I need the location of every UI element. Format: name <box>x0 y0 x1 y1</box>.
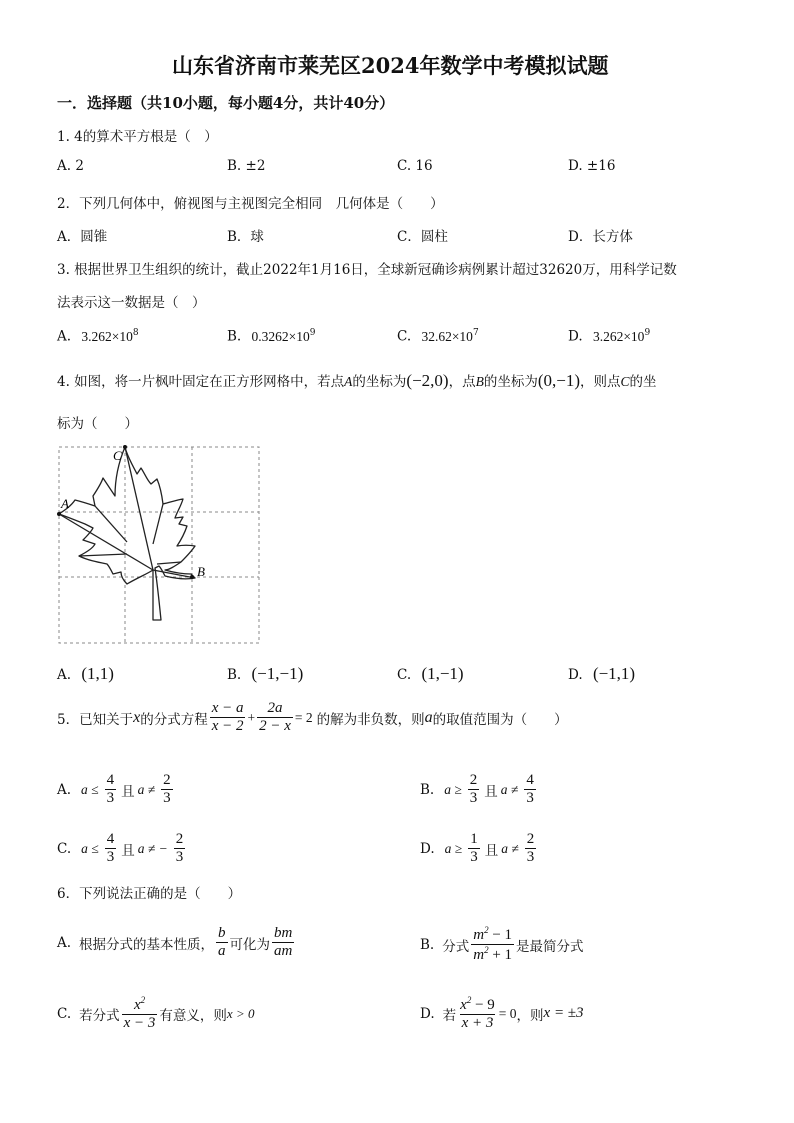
option-label: C. <box>57 840 72 857</box>
text-fragment: 4. 如图，将一片枫叶固定在正方形网格中，若点 <box>57 374 345 390</box>
question-5-option-c[interactable] <box>57 831 187 867</box>
question-3-stem-line-1: 3. 根据世界卫生组织的统计，截止2022年1月16日，全球新冠确诊病例累计超过32620万，用科学记数 <box>57 262 677 278</box>
maple-leaf-outline <box>59 447 195 620</box>
text-fragment: 有意义，则 <box>159 1007 227 1024</box>
text-fragment: 的取值范围为（ ） <box>432 711 568 728</box>
conjunction: 且 <box>121 783 135 800</box>
conjunction: 且 <box>484 842 499 859</box>
text-fragment: 可化为 <box>229 936 271 953</box>
option-label: A. <box>57 781 72 798</box>
fraction-denominator: 3 <box>470 849 478 866</box>
question-2-option-b[interactable]: B．球 <box>227 229 264 245</box>
inequality-left: a ≥ <box>444 840 463 856</box>
option-exponent: 7 <box>472 328 479 338</box>
option-value: (1,1) <box>81 664 114 683</box>
option-value: (−1,−1) <box>251 664 304 683</box>
text-fragment: 分式 <box>442 938 470 955</box>
option-label: C. <box>397 667 412 683</box>
inequality-right: a ≠ − <box>137 840 168 856</box>
option-label: D. <box>420 840 435 857</box>
point-c-marker <box>123 445 127 449</box>
fraction-denominator: x + 3 <box>461 1015 494 1032</box>
fraction-denominator: 2 − x <box>259 718 291 735</box>
option-label: A. <box>57 328 72 345</box>
fraction-numerator: bm <box>274 925 293 941</box>
fraction <box>524 772 536 808</box>
point-b-ref: B <box>475 374 484 389</box>
option-exponent: 9 <box>309 328 316 338</box>
fraction-denominator: 3 <box>526 849 535 866</box>
coordinate-a: (−2,0) <box>406 371 449 390</box>
fraction-numerator <box>471 925 514 944</box>
fraction-numerator <box>458 995 497 1014</box>
fraction-numerator: 4 <box>106 831 115 847</box>
inequality-right: a ≠ <box>501 840 519 856</box>
option-label: C. <box>57 1005 72 1022</box>
question-5-option-d[interactable] <box>420 831 538 867</box>
base: m <box>473 947 485 964</box>
question-6-option-c[interactable] <box>57 995 254 1033</box>
text-fragment: 若分式 <box>79 1007 120 1024</box>
tail: − 9 <box>471 997 495 1013</box>
question-3-option-d[interactable] <box>568 328 650 345</box>
fraction-numerator: 2 <box>526 831 535 847</box>
question-1-option-c[interactable]: C. 16 <box>397 158 433 174</box>
question-5-stem <box>57 700 568 736</box>
inequality-left: a ≥ <box>444 781 462 797</box>
text-fragment: 是最简分式 <box>516 938 584 955</box>
fraction-denominator: 3 <box>175 849 184 866</box>
point-c-ref: C <box>620 374 630 389</box>
equals-value: = 0 <box>498 1005 517 1021</box>
exponent: 2 <box>484 945 489 956</box>
exponent: 2 <box>140 995 146 1005</box>
fraction <box>272 925 294 961</box>
variable-a: a <box>424 708 433 726</box>
text-fragment: 的坐 <box>629 374 657 390</box>
conjunction: 且 <box>484 783 498 800</box>
text-fragment: ，则 <box>516 1007 544 1024</box>
maple-leaf-grid-figure <box>57 444 263 644</box>
section-heading: 一．选择题（共10小题，每小题4分，共计40分） <box>57 94 395 112</box>
question-3-option-a[interactable] <box>57 328 139 345</box>
question-4-stem-line-2: 标为（ ） <box>57 416 138 432</box>
question-5-option-a[interactable] <box>57 772 175 808</box>
fraction <box>468 831 480 867</box>
fraction <box>161 772 173 808</box>
base: m <box>473 927 485 943</box>
fraction <box>105 831 117 867</box>
fraction <box>216 925 228 961</box>
variable-x: x <box>133 708 141 726</box>
condition: x > 0 <box>226 1005 255 1021</box>
label-c: C <box>113 448 122 463</box>
text-fragment: 5．已知关于 <box>57 711 134 728</box>
fraction <box>122 995 158 1033</box>
fraction <box>471 925 514 965</box>
text-fragment: 的坐标为 <box>352 374 407 390</box>
fraction-1 <box>210 700 246 736</box>
option-label: A. <box>57 934 72 951</box>
question-4-stem-line-1 <box>57 370 657 391</box>
option-label: B. <box>420 936 435 953</box>
option-label: A. <box>57 667 72 683</box>
question-3-option-c[interactable] <box>397 328 479 345</box>
question-5-option-b[interactable] <box>420 772 538 808</box>
fraction-numerator: 4 <box>106 772 115 788</box>
inequality-right: a ≠ <box>137 781 156 797</box>
fraction-denominator: 3 <box>163 790 171 807</box>
question-3-stem-line-2: 法表示这一数据是（ ） <box>57 295 206 311</box>
fraction <box>458 995 497 1033</box>
option-label: B. <box>227 328 242 345</box>
inequality-left: a ≤ <box>81 781 99 797</box>
label-b: B <box>197 564 205 579</box>
text-fragment: ，点 <box>448 374 476 390</box>
fraction-numerator: 2 <box>163 772 171 788</box>
question-2-option-d[interactable]: D．长方体 <box>568 229 633 245</box>
fraction-numerator <box>132 995 147 1014</box>
coordinate-b: (0,−1) <box>537 371 581 390</box>
text-fragment: 的分式方程 <box>140 711 208 728</box>
option-label: D. <box>420 1005 435 1022</box>
fraction-denominator: am <box>274 943 293 960</box>
option-value: 3.262×10 <box>81 328 133 344</box>
fraction <box>174 831 186 867</box>
fraction-2 <box>257 700 293 736</box>
text-fragment: 的解为非负数，则 <box>316 711 425 728</box>
exponent: 2 <box>484 925 489 935</box>
option-exponent: 8 <box>132 328 139 338</box>
question-4-option-d[interactable] <box>568 664 635 684</box>
plus-sign: + <box>247 709 256 725</box>
fraction-numerator: b <box>218 925 226 941</box>
question-1-option-a[interactable]: A. 2 <box>57 158 84 174</box>
fraction-numerator: 2 <box>469 772 478 788</box>
question-4-option-a[interactable] <box>57 664 114 684</box>
grid-lines <box>59 447 259 643</box>
option-value: 3.262×10 <box>592 328 645 344</box>
fraction-denominator: x − 3 <box>123 1015 156 1032</box>
text-fragment: ，则点 <box>580 374 621 390</box>
fraction-denominator: a <box>218 943 226 960</box>
text-fragment: 根据分式的基本性质， <box>79 936 215 953</box>
question-6-option-a[interactable] <box>57 925 296 961</box>
point-a-ref: A <box>344 374 353 389</box>
question-1-option-d[interactable]: D. ±16 <box>568 158 616 174</box>
question-2-stem: 2．下列几何体中，俯视图与主视图完全相同 几何体是（ ） <box>57 196 444 212</box>
fraction-denominator <box>471 944 514 964</box>
option-label: D. <box>568 667 583 683</box>
tail: − 1 <box>488 927 513 943</box>
text-fragment: 的坐标为 <box>483 374 538 390</box>
exponent: 2 <box>466 995 472 1005</box>
fraction-denominator: 3 <box>526 790 534 807</box>
equals-value: = 2 <box>294 709 313 725</box>
fraction-denominator: x − 2 <box>211 718 244 735</box>
fraction-denominator: 3 <box>106 849 115 866</box>
question-4-option-c[interactable] <box>397 664 464 684</box>
option-label: B. <box>420 781 435 798</box>
question-1-option-b[interactable]: B. ±2 <box>227 158 266 174</box>
fraction <box>468 772 480 808</box>
option-value: (−1,1) <box>592 664 636 683</box>
point-b-marker <box>190 575 194 579</box>
base: x <box>133 997 141 1013</box>
tail: + 1 <box>488 947 513 964</box>
inequality-right: a ≠ <box>500 781 519 797</box>
fraction-numerator: 1 <box>470 831 478 847</box>
fraction-denominator: 3 <box>106 790 115 807</box>
option-value: 32.62×10 <box>421 328 473 344</box>
result: x = ±3 <box>543 1005 584 1022</box>
question-2-option-a[interactable]: A．圆锥 <box>57 229 108 245</box>
question-6-stem: 6．下列说法正确的是（ ） <box>57 886 242 902</box>
text-fragment: 若 <box>442 1007 457 1024</box>
option-label: D. <box>568 328 583 345</box>
option-value: 0.3262×10 <box>251 328 310 344</box>
fraction-denominator: 3 <box>469 790 478 807</box>
fraction <box>525 831 537 867</box>
option-value: (1,−1) <box>421 664 464 683</box>
page-title: 山东省济南市莱芜区2024年数学中考模拟试题 <box>172 53 609 78</box>
fraction-numerator: 2a <box>267 700 283 716</box>
fraction-numerator: x − a <box>211 700 244 716</box>
option-exponent: 9 <box>644 328 651 338</box>
fraction <box>105 772 117 808</box>
question-6-option-b[interactable] <box>420 925 584 965</box>
fraction-numerator: 2 <box>175 831 184 847</box>
fraction-numerator: 4 <box>526 772 534 788</box>
question-1-stem: 1. 4的算术平方根是（ ） <box>57 129 218 145</box>
point-a-marker <box>57 512 61 516</box>
base: x <box>460 997 467 1013</box>
label-a: A <box>61 496 69 511</box>
inequality-left: a ≤ <box>81 840 99 856</box>
question-2-option-c[interactable]: C．圆柱 <box>397 229 448 245</box>
conjunction: 且 <box>121 842 135 859</box>
question-4-option-b[interactable] <box>227 664 303 684</box>
option-label: B. <box>227 667 242 683</box>
question-6-option-d[interactable] <box>420 995 584 1033</box>
question-3-option-b[interactable] <box>227 328 316 345</box>
option-label: C. <box>397 328 412 345</box>
